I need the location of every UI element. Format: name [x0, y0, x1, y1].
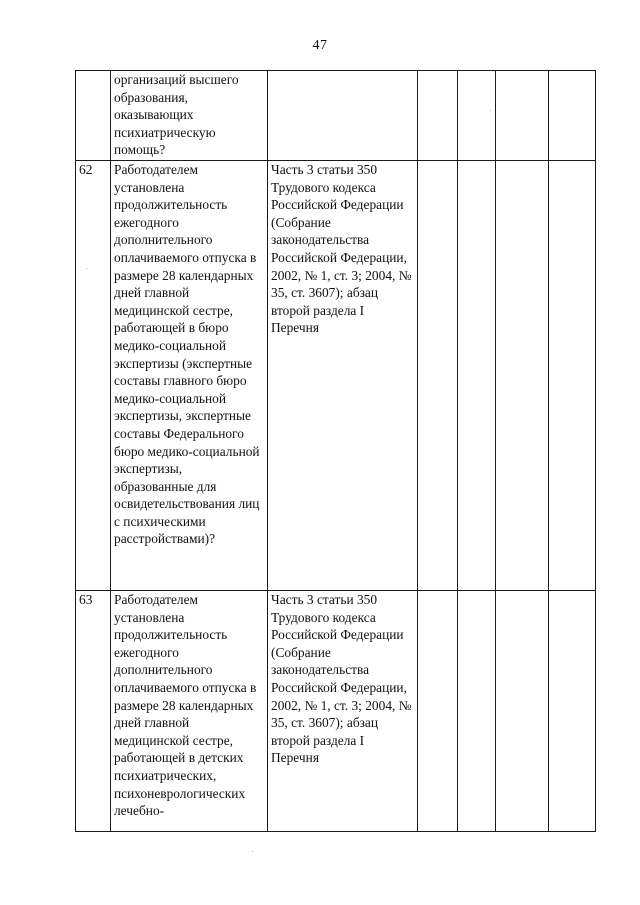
answer-yes-cell	[418, 591, 458, 832]
answer-no-cell	[458, 161, 496, 591]
answer-no-cell	[458, 71, 496, 161]
requirements-table	[75, 70, 596, 832]
notes-cell	[549, 591, 596, 832]
table-row	[76, 161, 596, 591]
question-cell: организаций высшего образования, оказывающих психиатрическую помощь?	[111, 71, 268, 161]
page-number: 47	[312, 38, 328, 53]
not-applicable-cell	[496, 71, 549, 161]
row-number-cell	[76, 71, 111, 161]
legal-reference-cell: Часть 3 статьи 350 Трудового кодекса Российской Федерации (Собрание законодательства Российской Федерации, 2002, № 1, ст. 3; 2004, № 35, ст. 3607); абзац второй раздела I Перечня	[268, 161, 418, 591]
answer-no-cell	[458, 591, 496, 832]
scan-speck	[86, 268, 87, 269]
row-number-cell: 62	[76, 161, 111, 591]
row-number-cell: 63	[76, 591, 111, 832]
scan-speck	[490, 110, 491, 111]
notes-cell	[549, 71, 596, 161]
answer-yes-cell	[418, 161, 458, 591]
legal-reference-cell: Часть 3 статьи 350 Трудового кодекса Российской Федерации (Собрание законодательства Российской Федерации, 2002, № 1, ст. 3; 2004, № 35, ст. 3607); абзац второй раздела I Перечня	[268, 591, 418, 832]
question-cell: Работодателем установлена продолжительность ежегодного дополнительного оплачиваемого отпуска в размере 28 календарных дней главной медицинской сестре, работающей в детских психиатрических, психоневрологических лечебно-	[111, 591, 268, 832]
table-row	[76, 71, 596, 161]
not-applicable-cell	[496, 161, 549, 591]
not-applicable-cell	[496, 591, 549, 832]
legal-reference-cell	[268, 71, 418, 161]
question-cell: Работодателем установлена продолжительность ежегодного дополнительного оплачиваемого отпуска в размере 28 календарных дней главной медицинской сестре, работающей в бюро медико-социальной экспертизы (экспертные составы главного бюро медико-социальной экспертизы, экспертные составы Федерального бюро медико-социальной экспертизы, образованные для освидетельствования лиц с психическими расстройствами)?	[111, 161, 268, 591]
answer-yes-cell	[418, 71, 458, 161]
scan-speck	[252, 851, 253, 852]
table-row	[76, 591, 596, 832]
notes-cell	[549, 161, 596, 591]
